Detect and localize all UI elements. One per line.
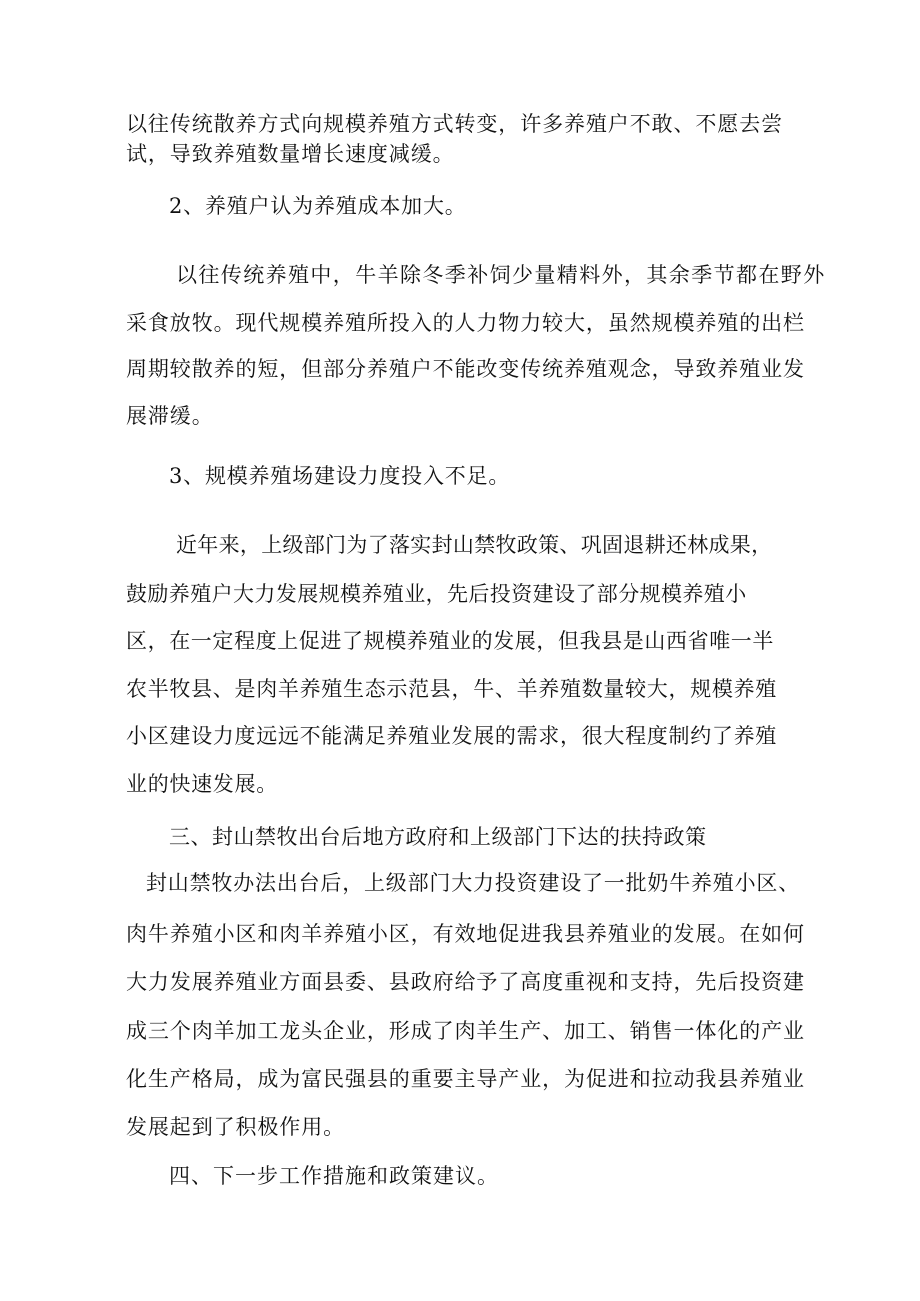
text-line: 封山禁牧办法出台后，上级部门大力投资建设了一批奶牛养殖小区、 — [146, 871, 800, 895]
text-line: 鼓励养殖户大力发展规模养殖业，先后投资建设了部分规模养殖小 — [126, 582, 747, 606]
text-line: 业的快速发展。 — [126, 772, 278, 796]
text-line: 试，导致养殖数量增长速度减缓。 — [126, 142, 455, 166]
text-line: 近年来，上级部门为了落实封山禁牧政策、巩固退耕还林成果， — [176, 533, 773, 557]
text-line: 成三个肉羊加工龙头企业，形成了肉羊生产、加工、销售一体化的产业 — [126, 1019, 805, 1043]
text-line: 农半牧县、是肉羊养殖生态示范县，牛、羊养殖数量较大，规模养殖 — [126, 677, 777, 701]
section-heading: 3、规模养殖场建设力度投入不足。 — [169, 464, 511, 488]
text-line: 以往传统养殖中，牛羊除冬季补饲少量精料外，其余季节都在野外 — [176, 263, 826, 287]
text-line: 以往传统散养方式向规模养殖方式转变，许多养殖户不敢、不愿去尝 — [126, 112, 783, 136]
text-line: 肉牛养殖小区和肉羊养殖小区，有效地促进我县养殖业的发展。在如何 — [126, 922, 805, 946]
section-heading: 四、下一步工作措施和政策建议。 — [169, 1164, 499, 1188]
text-line: 采食放牧。现代规模养殖所投入的人力物力较大，虽然规模养殖的出栏 — [126, 311, 805, 335]
text-line: 化生产格局，成为富民强县的重要主导产业，为促进和拉动我县养殖业 — [126, 1067, 805, 1091]
text-line: 周期较散养的短，但部分养殖户不能改变传统养殖观念，导致养殖业发 — [126, 357, 805, 381]
text-line: 展滞缓。 — [126, 404, 214, 428]
section-heading: 2、养殖户认为养殖成本加大。 — [169, 194, 467, 218]
text-line: 区，在一定程度上促进了规模养殖业的发展，但我县是山西省唯一半 — [126, 629, 774, 653]
section-heading: 三、封山禁牧出台后地方政府和上级部门下达的扶持政策 — [169, 825, 707, 849]
text-line: 发展起到了积极作用。 — [126, 1115, 345, 1139]
text-line: 大力发展养殖业方面县委、县政府给予了高度重视和支持，先后投资建 — [126, 970, 805, 994]
text-line: 小区建设力度远远不能满足养殖业发展的需求，很大程度制约了养殖 — [126, 724, 777, 748]
